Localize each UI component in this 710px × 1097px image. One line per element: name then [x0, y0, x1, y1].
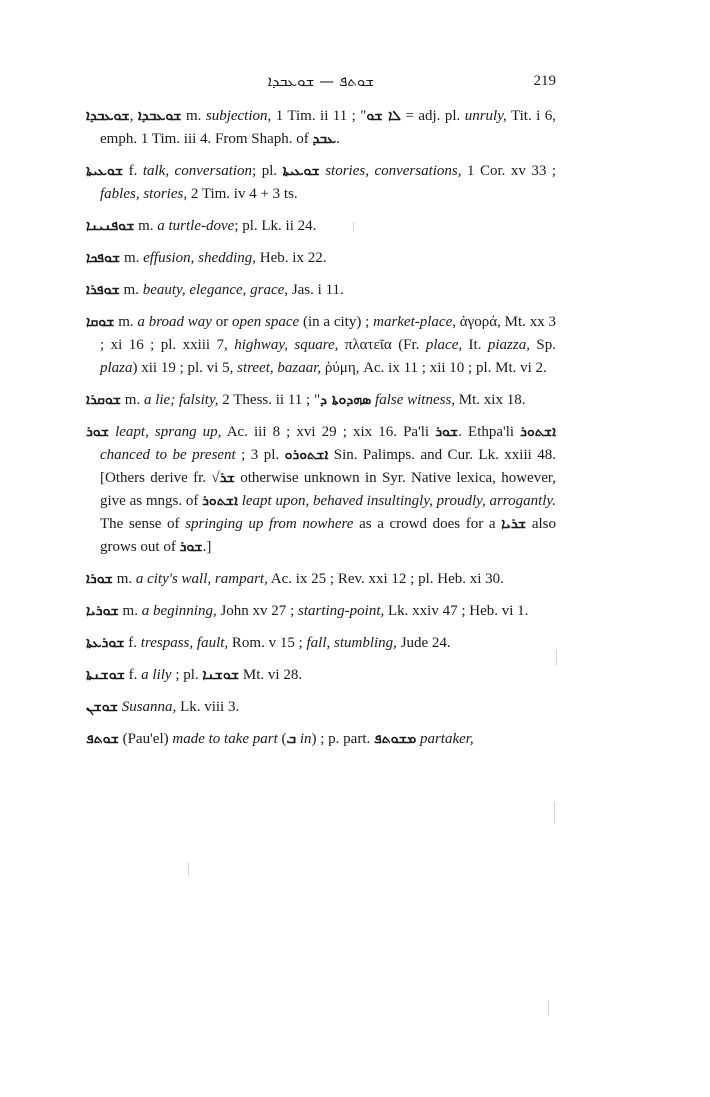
entry-text: f.	[124, 635, 141, 651]
margin-mark	[353, 222, 354, 232]
syriac-word: ܫܘܪܝܐ	[86, 603, 119, 619]
dictionary-entry	[86, 632, 556, 655]
syriac-word: ܥܒܕ	[312, 131, 337, 147]
entry-text: (	[277, 731, 287, 747]
definition-text: stories, conversations,	[325, 163, 462, 179]
definition-text: beauty, elegance, grace,	[142, 282, 289, 298]
syriac-word: ܡܫܘܬܦ	[374, 731, 417, 747]
syriac-word: ܫܘܫܢ	[86, 699, 118, 715]
running-head: ܫܘܬܦ — ܫܘܥܒܕܐ	[267, 72, 375, 90]
dictionary-entry	[86, 105, 556, 151]
entry-text: as a crowd does for a	[353, 516, 502, 532]
dictionary-entries	[86, 105, 556, 760]
definition-text: Susanna,	[121, 699, 177, 715]
entry-text: Jas. i 11.	[288, 282, 344, 298]
definition-text: piazza,	[487, 337, 530, 353]
definition-text: subjection,	[205, 108, 272, 124]
syriac-word: ܫܘܪܐ	[86, 571, 113, 587]
entry-text: f.	[124, 667, 142, 683]
definition-text: effusion, shedding,	[143, 250, 257, 266]
entry-text: .	[336, 131, 340, 147]
entry-text: 1 Cor. xv 33 ;	[461, 163, 557, 179]
margin-mark	[548, 1000, 549, 1016]
entry-text: The sense of	[100, 516, 186, 532]
definition-text: market-place,	[373, 314, 456, 330]
syriac-word: ܐܫܬܘܪܘ	[284, 447, 329, 463]
dictionary-entry	[86, 421, 556, 559]
definition-text: starting-point,	[297, 603, 385, 619]
entry-text: ; pl.	[171, 667, 203, 683]
entry-text: Lk. xxiv 47 ; Heb. vi 1.	[384, 603, 529, 619]
entry-text: It.	[462, 337, 488, 353]
syriac-word: ܫܪ	[219, 470, 235, 486]
entry-text: m.	[134, 218, 158, 234]
syriac-word: ܫܘܥܒܕܐ	[137, 108, 182, 124]
entry-text: Sp.	[529, 337, 557, 353]
definition-text: springing up from nowhere	[185, 516, 354, 532]
dictionary-entry	[86, 215, 556, 238]
syriac-word: ܫܘܥܝܬܐ	[282, 163, 320, 179]
entry-text: m.	[112, 571, 136, 587]
definition-text: plaza	[100, 360, 133, 376]
entry-text: m.	[114, 314, 138, 330]
definition-text: a broad way	[137, 314, 212, 330]
entry-text: . Ethpa'li	[458, 424, 521, 440]
definition-text: place,	[425, 337, 463, 353]
syriac-word: ܣܗܕܘܬܐ ܕ	[320, 392, 372, 408]
syriac-word: ܫܘܩܪܐ	[86, 392, 122, 408]
syriac-word: ܒ	[286, 731, 297, 747]
definition-text: a lily	[141, 667, 172, 683]
entry-text: ; pl.	[252, 163, 283, 179]
entry-text: πλατεῖα (Fr.	[338, 337, 426, 353]
entry-text: ) xii 19 ; pl. vi 5,	[132, 360, 238, 376]
entry-text: Tit. i 6, emph. 1 Tim. iii 4. From Shaph. of	[100, 108, 556, 147]
definition-text: a turtle-dove	[157, 218, 235, 234]
syriac-word: ܫܘܪܥܬܐ	[86, 635, 125, 651]
syriac-word: ܐܫܬܘܪ	[202, 493, 238, 509]
entry-text: Sin. Palimps. and Cur. Lk. xxiii 48. [Others derive fr. √	[100, 447, 556, 486]
dictionary-entry	[86, 160, 556, 206]
definition-text: leapt upon, behaved insultingly, proudly, arrogantly.	[241, 493, 556, 509]
entry-text: ; 3 pl.	[235, 447, 285, 463]
definition-text: false witness,	[375, 392, 456, 408]
margin-mark	[554, 802, 555, 824]
dictionary-entry	[86, 389, 556, 412]
entry-text: = adj. pl.	[401, 108, 465, 124]
definition-text: highway, square,	[234, 337, 339, 353]
entry-text: Heb. ix 22.	[256, 250, 327, 266]
syriac-word: ܫܘܫܢܬܐ	[86, 667, 125, 683]
entry-text: .]	[202, 539, 212, 555]
entry-text: ῥύμη, Ac. ix 11 ; xii 10 ; pl. Mt. vi 2.	[321, 360, 547, 376]
entry-text: m.	[118, 603, 142, 619]
dictionary-entry	[86, 696, 556, 719]
syriac-word: ܫܪܝܐ	[501, 516, 527, 532]
entry-text: or	[211, 314, 233, 330]
syriac-word: ܫܘܩܐ	[86, 314, 115, 330]
definition-text: in	[299, 731, 312, 747]
entry-text: Mt. vi 28.	[239, 667, 303, 683]
entry-text: m.	[121, 392, 144, 408]
definition-text: leapt, sprang up,	[115, 424, 222, 440]
entry-text: ; pl. Lk. ii 24.	[234, 218, 317, 234]
definition-text: trespass, fault,	[140, 635, 229, 651]
entry-text: ) ; p. part.	[311, 731, 374, 747]
syriac-word: ܫܘܦܟܐ	[86, 250, 121, 266]
entry-text: 2 Tim. iv 4 + 3 ts.	[187, 186, 298, 202]
definition-text: a beginning,	[141, 603, 217, 619]
syriac-word: ܫܘܪ	[179, 539, 203, 555]
entry-text: Mt. xix 18.	[455, 392, 526, 408]
entry-text: m.	[120, 250, 144, 266]
dictionary-entry	[86, 279, 556, 302]
dictionary-entry	[86, 600, 556, 623]
definition-text: a lie; falsity,	[143, 392, 219, 408]
syriac-word: ܫܘܥܝܬܐ	[86, 163, 124, 179]
syriac-word: ܐܫܬܘܪ	[520, 424, 557, 440]
entry-text: Ac. ix 25 ; Rev. xxi 12 ; pl. Heb. xi 30.	[267, 571, 504, 587]
entry-text: (in a city) ;	[299, 314, 374, 330]
entry-text: m.	[181, 108, 206, 124]
syriac-word: ܫܘܪ	[86, 424, 110, 440]
entry-text: (Pau'el)	[118, 731, 173, 747]
entry-text: m.	[119, 282, 143, 298]
definition-text: fables, stories,	[100, 186, 188, 202]
dictionary-entry	[86, 728, 556, 751]
entry-text: Rom. v 15 ;	[228, 635, 307, 651]
syriac-word: ܫܘܦܢܝܢܐ	[86, 218, 135, 234]
definition-text: partaker,	[419, 731, 474, 747]
entry-text: ἀγορά, Mt. xx 3 ; xi 16 ; pl. xxiii 7,	[100, 314, 557, 353]
dictionary-entry	[86, 247, 556, 270]
definition-text: chanced to be present	[100, 447, 236, 463]
syriac-word: ܫܘܬܦ	[86, 731, 119, 747]
syriac-word: ܫܘܫܢܐ	[202, 667, 240, 683]
dictionary-entry	[86, 311, 556, 380]
definition-text: a city's wall, rampart,	[135, 571, 268, 587]
entry-text: ,	[129, 108, 138, 124]
entry-text: Ac. iii 8 ; xvi 29 ; xix 16. Pa'li	[221, 424, 436, 440]
definition-text: unruly,	[464, 108, 507, 124]
syriac-word: ܫܘܪ	[435, 424, 459, 440]
entry-text: f.	[123, 163, 143, 179]
page-number: 219	[533, 73, 556, 89]
margin-mark	[188, 862, 189, 876]
entry-text: Jude 24.	[396, 635, 451, 651]
definition-text: made to take part	[172, 731, 278, 747]
syriac-word: ܠܐ ܫܘ	[366, 108, 402, 124]
margin-mark	[556, 650, 557, 666]
definition-text: open space	[232, 314, 300, 330]
syriac-word: ܫܘܥܒܕܐ	[86, 108, 130, 124]
entry-text: Lk. viii 3.	[176, 699, 240, 715]
dictionary-entry	[86, 568, 556, 591]
definition-text: fall, stumbling,	[306, 635, 397, 651]
entry-text: 1 Tim. ii 11 ; "	[271, 108, 367, 124]
entry-text: also grows out of	[100, 516, 556, 555]
entry-text: John xv 27 ;	[216, 603, 298, 619]
entry-text: otherwise unknown in Syr. Native lexica, however, give as mngs. of	[100, 470, 556, 509]
entry-text: 2 Thess. ii 11 ; "	[218, 392, 321, 408]
definition-text: street, bazaar,	[237, 360, 322, 376]
page-header	[86, 72, 556, 96]
definition-text: talk, conversation	[142, 163, 253, 179]
syriac-word: ܫܘܦܪܐ	[86, 282, 120, 298]
dictionary-entry	[86, 664, 556, 687]
